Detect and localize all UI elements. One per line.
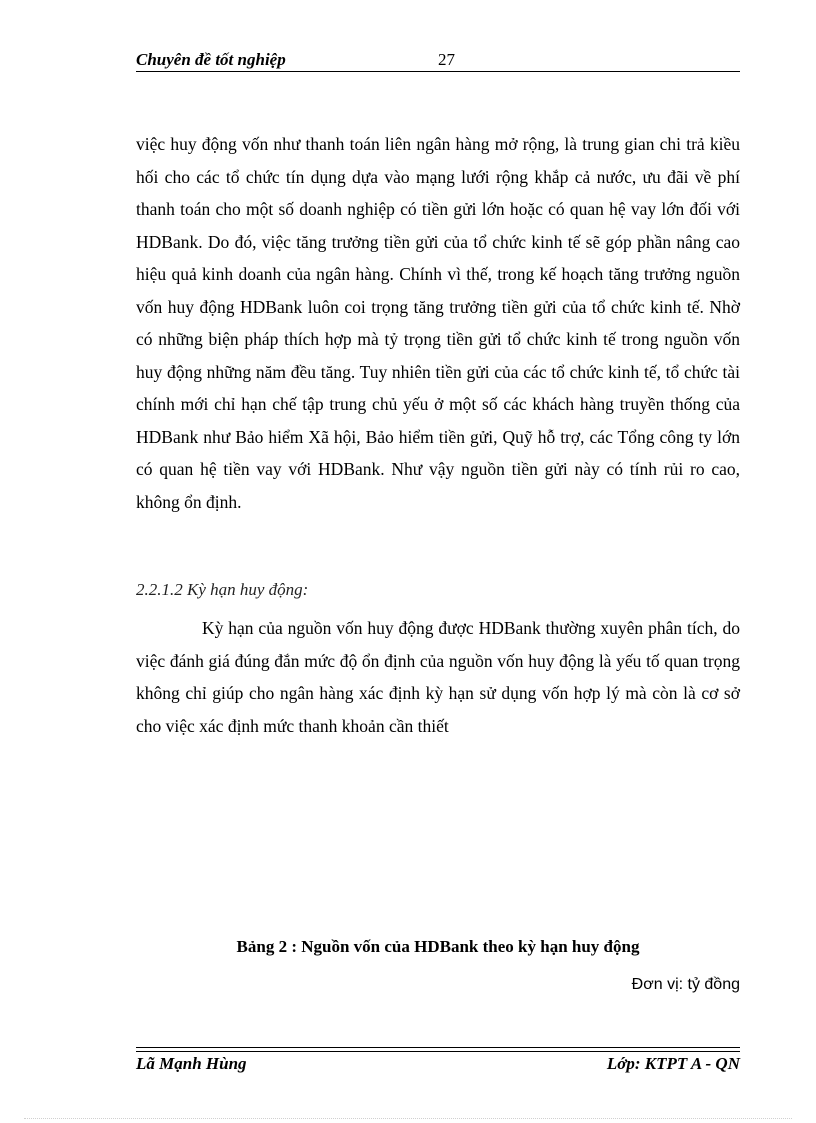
page-number: 27 <box>438 50 455 69</box>
footer-class: Lớp: KTPT A - QN <box>606 1054 740 1073</box>
header-title: Chuyên đề tốt nghiệp <box>136 50 286 69</box>
page-edge <box>24 1118 792 1119</box>
section-paragraph: Kỳ hạn của nguồn vốn huy động được HDBank thường xuyên phân tích, do việc đánh giá đúng đắn mức độ ổn định của nguồn vốn huy động là yếu tố quan trọng không chỉ giúp cho ngân hàng xác định kỳ hạn sử dụng vốn hợp lý mà còn là cơ sở cho việc xác định mức thanh khoản cần thiết <box>136 618 740 736</box>
body-paragraph: việc huy động vốn như thanh toán liên ngân hàng mở rộng, là trung gian chi trả kiều hối cho các tổ chức tín dụng dựa vào mạng lưới rộng khắp cả nước, ưu đãi về phí thanh toán cho một số doanh nghiệp có tiền gửi lớn hoặc có quan hệ vay lớn đối với HDBank. Do đó, việc tăng trưởng tiền gửi của tổ chức kinh tế sẽ góp phần nâng cao hiệu quả kinh doanh của ngân hàng. Chính vì thế, trong kế hoạch tăng trưởng nguồn vốn huy động HDBank luôn coi trọng tăng trưởng tiền gửi của tổ chức kinh tế. Nhờ có những biện pháp thích hợp mà tỷ trọng tiền gửi tổ chức kinh tế trong nguồn vốn huy động những năm đều tăng. Tuy nhiên tiền gửi của các tổ chức kinh tế, tổ chức tài chính mới chỉ hạn chế tập trung chủ yếu ở một số các khách hàng truyền thống của HDBank như Bảo hiểm Xã hội, Bảo hiểm tiền gửi, Quỹ hỗ trợ, các Tổng công ty lớn có quan hệ tiền vay với HDBank. Như vậy nguồn tiền gửi này có tính rủi ro cao, không ổn định. <box>136 134 740 512</box>
header-divider <box>136 71 740 72</box>
table-caption: Bảng 2 : Nguồn vốn của HDBank theo kỳ hạn huy động <box>236 937 640 956</box>
unit-label: Đơn vị: tỷ đồng <box>631 976 740 993</box>
body-text <box>136 128 740 518</box>
section-text <box>136 612 740 742</box>
footer-author: Lã Mạnh Hùng <box>136 1054 247 1073</box>
page-header <box>136 48 740 72</box>
footer-divider <box>136 1047 740 1048</box>
footer-divider-secondary <box>136 1051 740 1052</box>
section-heading: 2.2.1.2 Kỳ hạn huy động: <box>136 580 309 599</box>
